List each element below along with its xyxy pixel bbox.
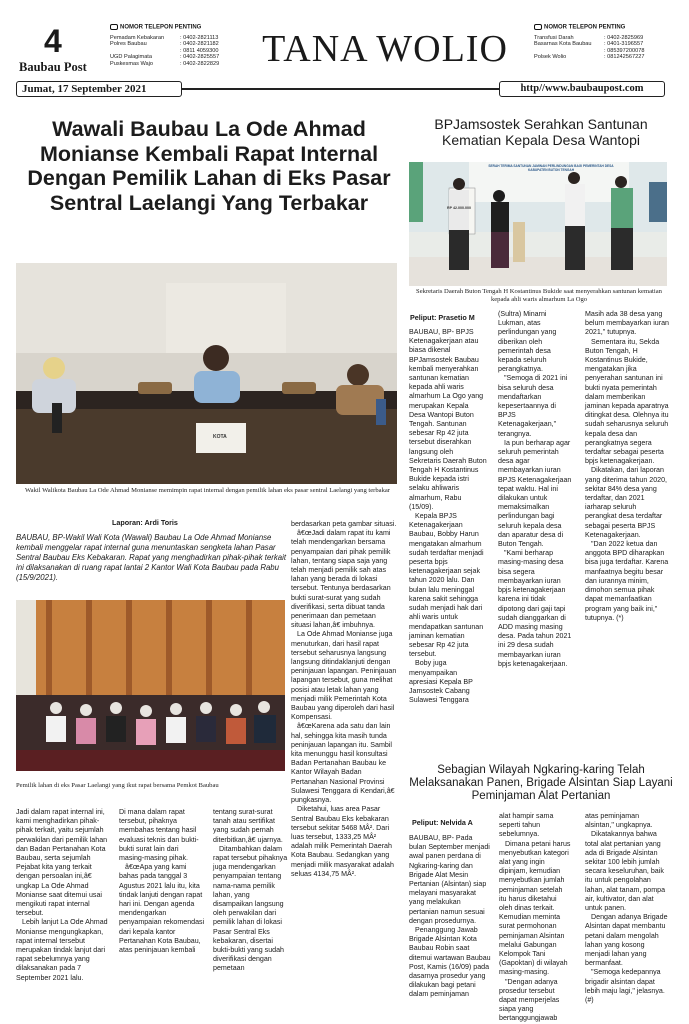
article2-col3 — [585, 310, 669, 623]
website-link[interactable]: http//www.baubaupost.com — [520, 83, 644, 94]
masthead-title: TANA WOLIO — [262, 28, 508, 70]
main-photo-meeting — [16, 263, 397, 484]
article2-col2 — [498, 310, 572, 669]
paragraph: BAUBAU, BP- Pada bulan September menjadi awal panen perdana di Ngkaring-karing dan Brigade Alat Mesin Pertanian (Alsintan) siap melayani masyarakat yang melakukan pertanian namun sesuai dengan prosedurnya. — [409, 834, 490, 925]
paragraph: Dikatakan, dari laporan yang diterima tahun 2020, sekitar 84% desa yang terdaftar, dan 2021 iarharap seluruh perangkat desa terdaftar sebagai peserta BPJS Ketenagakerjaan. — [585, 466, 668, 539]
website-bar[interactable] — [499, 81, 665, 97]
phone-row: Polres Baubau : 0402-2821182 — [110, 41, 219, 48]
phone-row: : 085397200078 — [604, 47, 645, 54]
masthead-rule — [182, 88, 499, 90]
phone-icon — [110, 24, 118, 30]
paragraph: (Sultra) Minarni Lukman, atas perlindungan yang diberikan oleh pemerintah desa kepada seluruh perangkatnya. — [498, 310, 557, 374]
paragraph: Sementara itu, Sekda Buton Tengah, H Kostantinus Bukide, mengatakan jika penyerahan santunan ini bukti nyata pemerintah dalam memberikan jaminan kepada aparatnya ditingkat desa. Olehnya itu sudah seharusnya seluruh kepala desa dan perangkatnya segera terdaftar sebagai peserta bpjs ketenagakerjaan. — [585, 337, 669, 466]
photo2-caption: Pemilik lahan di eks Pasar Laelangi yang ikut rapat bersama Pemkot Baubau — [16, 782, 219, 789]
paragraph: "Semoga di 2021 ini bisa seluruh desa mendaftarkan kepesertaannya di BPJS Ketenagakerjaan," terangnya. — [498, 374, 568, 438]
date-bar — [16, 81, 182, 97]
phone-row: Basarnas Kota Baubau : 0401-3196557 — [534, 41, 644, 48]
paragraph: tentang surat-surat tanah atau sertifikat yang sudah pernah diterbitkan,â€ ujarnya. — [213, 808, 283, 844]
issue-date: Jumat, 17 September 2021 — [22, 83, 147, 95]
photo1-caption: Wakil Walikota Baubau La Ode Ahmad Monianse memimpin rapat internal dengan pemilik lahan eks pasar sentral Laelangi yang terbakar — [24, 487, 390, 494]
paragraph: alat hampir sama seperti tahun sebelumnya. — [499, 812, 554, 839]
phone-row: Puskesmas Wajo : 0402-2822829 — [110, 60, 220, 67]
main-lead: BAUBAU, BP-Wakil Wali Kota (Wawali) Baubau La Ode Ahmad Monianse kembali menggelar rapat internal guna menuntaskan sengketa lahan Pasar Sentral Baubau Eks Kebakaran. Rapat yang menghadirkan pihak-pihak terkait ini dilaksanakan di ruang rapat lantai 2 Kantor Wali Kota Baubau pada Rabu (15/9/2021). — [16, 533, 287, 582]
meeting-photo-illustration — [16, 263, 397, 484]
banner-text: SERAH TERIMA SANTUNAN JAMINAN PERLINDUNGAN BAGI PEMERINTAH DESA KABUPATEN BUTON TENGAH — [488, 164, 614, 172]
cheque-amount: RP 42.000.000 — [447, 206, 471, 210]
right-phone-box — [534, 24, 684, 61]
phone-row: Transfusi Darah : 0402-2825969 — [534, 34, 644, 41]
article3-headline: Sebagian Wilayah Ngkaring-karing Telah Melaksanakan Panen, Brigade Alsintan Siap Layani Peminjaman Alat Pertanian — [409, 764, 673, 802]
right-phone-heading: NOMOR TELEPON PENTING — [534, 24, 684, 31]
paragraph: â€œJadi dalam rapat itu kami telah mendengarkan bersama penyampaian dari pihak pemilik lahan, tentang siapa saja yang telah menjadi pemilik sah atas lahan yang berada di lokasi tersebut. Tentunya berdasarkan bukti surat-surat yang sudah diverifikasi, serta dibuat tanda penerimaan dan pemetaan situasi lahan,â€ imbuhnya. — [291, 529, 391, 630]
paragraph: Penanggung Jawab Brigade Alsintan Kota Baubau Robin saat ditemui wartawan Baubau Post, Kamis (16/09) pada dasarnya prosedur yang dilakukan bagi petani dalam peminjaman — [409, 926, 491, 999]
paragraph: â€œKarena ada satu dan lain hal, sehingga kita masih tunda peninjauan lapangan itu. Sambil kita menunggu hasil konsultasi Badan Pertanahan Baubau ke Kantor Wilayah Badan Pertanahan Nasional Provinsi Sulawesi Tenggara di Kendari,â€ pungkasnya. — [291, 722, 395, 805]
phone-row: : 0811 4059300 — [180, 47, 219, 54]
paragraph: BAUBAU, BP- BPJS Ketenagakerjaan atau biasa dikenal BPJamsostek Baubau kembali menyerahkan santunan kematian kepada ahli waris almarhum La Ogo yang merupakan Kepala Desa Wantopi Buton Tengah. Santunan sebesar Rp 42 juta tersebut diserahkan langsung oleh Sekretaris Daerah Buton Tengah H Kostantinus Bukide kepada istri selaku ahliwaris almarhum, Rabu (15/09). — [409, 328, 487, 511]
paragraph: Kepala BPJS Ketenagakerjaan Baubau, Bobby Harun mengatakan almarhum sudah terdaftar menjadi peserta bpjs ketenagakerjaan sejak tahun 2020 lalu. Dan bulan lalu meninggal karena sakit sehingga sudah menjadi hak dari ahli waris untuk mendapatkan santunan jaminan kematian sebesar Rp 42 juta tersebut. — [409, 512, 484, 659]
main-headline: Wawali Baubau La Ode Ahmad Monianse Kembali Rapat Internal Dengan Pemilik Lahan di Eks Pasar Sentral Laelangi Yang Terbakar — [27, 117, 391, 215]
article2-col1 — [409, 328, 487, 705]
main-col-b — [119, 808, 205, 955]
paragraph: "Dengan adanya prosedur tersebut dapat memperjelas siapa yang bertanggungjawab — [499, 977, 560, 1023]
paragraph: Masih ada 38 desa yang belum membayarkan iuran 2021," tutupnya. — [585, 310, 669, 337]
phone-icon — [534, 24, 542, 30]
paragraph: La Ode Ahmad Monianse juga menuturkan, dari hasil rapat tersebut seharusnya langsung langsung ditindaklanjuti dengan peninjauan lapangan. Peninjauan lapangan tersebut, guna melihat posisi atau letak lahan yang menjadi milik Pemerintah Kota Baubau yang diperoleh dari hasil Kompensasi. — [291, 630, 397, 722]
main-col-c — [213, 808, 289, 974]
photo-landowners — [16, 600, 285, 771]
paragraph: Lebih lanjut La Ode Ahmad Monianse mengungkapkan, rapat internal tersebut merupakan tindak lanjut dari rapat sebelumnya yang dilaksanakan pada 7 September 2021 lalu. — [16, 918, 108, 982]
paragraph: Ia pun berharap agar seluruh pemerintah desa agar membayarkan iuran BPJS Ketenagakerjaan tepat waktu. Hal ini dilakukan untuk memaksimalkan perlindungan bagi seluruh kepala desa dan aparatur desa di Buton Tengah. — [498, 438, 572, 549]
article2-photo — [409, 162, 667, 286]
paragraph: Di mana dalam rapat tersebut, pihaknya membahas tentang hasil evaluasi teknis dan bukti-bukti surat lain dari masing-masing pihak. — [119, 808, 199, 863]
main-reporter: Laporan: Ardi Toris — [112, 518, 178, 527]
phone-row: UGD Palagimata : 0402-2825557 — [110, 54, 220, 61]
left-phone-box — [110, 24, 240, 67]
page-number: 4 — [44, 23, 62, 59]
main-col-a — [16, 808, 111, 983]
handover-photo-illustration — [409, 162, 667, 286]
paragraph: Dikatakannya bahwa total alat pertanian yang ada di Brigade Alsintan sekitar 100 lebih jumlah secara keseluruhan, baik itu untuk pengolahan lahan, alat tanam, pompa air, kultivator, dan alat untuk panen. — [585, 830, 666, 913]
paper-label: Baubau Post — [19, 60, 87, 74]
article3-byline: Peliput: Nelvida A — [412, 818, 473, 827]
photo1-sign: KOTA — [213, 434, 227, 440]
article3-col1 — [409, 834, 491, 1000]
paragraph: Dengan adanya Brigade Alsintan dapat membantu petani dalam mengolah lahan yang kosong menjadi lahan yang bermanfaat. — [585, 913, 668, 968]
article3-col2 — [499, 812, 571, 1024]
article3-col3 — [585, 812, 669, 1005]
paragraph: Diketahui, luas area Pasar Sentral Baubau Eks kebakaran tersebut sekitar 5468 MÂ². Dari luas tersebut, 1333,25 MÂ² adalah milik Pemerintah Daerah Kota Baubau. Sedangkan yang menjadi milik masyarakat adalah seluas 4134,75 MÂ². — [291, 805, 394, 878]
paragraph: "Kami berharap masing-masing desa bisa segera membayarkan iuran bpjs ketenagakerjaan karena ini tidak dipotong dari gaji tapi sudah dianggarkan di ADD masing masing desa. Pada tahun 2021 ini 29 desa sudah membayarkan iuran bpjs ketenagakerjaan. — [498, 549, 572, 668]
paragraph: â€œApa yang kami bahas pada tanggal 3 Agustus 2021 lalu itu, kita tindak lanjuti dengan rapat hari ini. Dengan agenda mendengarkan penyampaian rekomendasi dari kepala kantor Pertanahan Kota Baubau, atas peninjauan kembali — [119, 863, 205, 955]
paragraph: berdasarkan peta gambar situasi. — [291, 520, 397, 528]
paragraph: Jadi dalam rapat internal ini, kami menghadirkan pihak-pihak terkait, yaitu sejumlah perwakilan dari pemilik lahan dan Badan Pertanahan Kota Baubau, serta sejumlah Pejabat kita yang terkait dengan persoalan ini,â€ ungkap La Ode Ahmad Monianse saat ditemui usai mengikuti rapat internal tersebut. — [16, 808, 108, 918]
main-col-right — [291, 520, 397, 879]
paragraph: "Semoga kedepannya brigadir alsintan dapat lebih maju lagi," jelasnya. (#) — [585, 968, 665, 1005]
left-phone-heading: NOMOR TELEPON PENTING — [110, 24, 240, 31]
phone-row: Pemadam Kebakaran : 0402-2821113 — [110, 34, 219, 41]
article2-headline: BPJamsostek Serahkan Santunan Kematian Kepala Desa Wantopi — [434, 116, 648, 148]
phone-row: Polsek Wolio : 081242567227 — [534, 54, 645, 61]
landowners-photo-illustration — [16, 600, 285, 771]
paragraph: Ditambahkan dalam rapat tersebut pihaknya juga mendengarkan penyampaian tentang nama-nama pemilik lahan, yang disampaikan langsung oleh perwakilan dari pemilik lahan di lokasi Pasar Sentral Eks kebakaran, disertai bukti-bukti yang sudah diverifikasi dengan pemetaan — [213, 844, 288, 973]
paragraph: Dimana petani harus menyebutkan kategori alat yang ingin dipinjam, kemudian menyebutkan jumlah peminjaman setelah itu harus diketahui oleh dinas terkait. Kemudian meminta surat permohonan peminjaman Alsintan melalui Gabungan Kelompok Tani (Gapoktan) di wilayah masing-masing. — [499, 839, 571, 977]
article2-photo-caption: Sekretaris Daerah Buton Tengah H Kostantinus Bukide saat menyerahkan santunan kematian kepada ahli waris almarhum La Ogo — [416, 288, 662, 303]
article2-byline: Peliput: Prasetio M — [410, 313, 475, 322]
paragraph: "Dan 2022 ketua dan anggota BPD diharapkan bisa juga terdaftar. Karena manfaatnya begitu besar dan iurannya minim, dimohon semua pihak dapat memanfaatkan program yang baik ini," tutupnya. (*) — [585, 540, 669, 622]
paragraph: atas peminjaman alsintan," ungkapnya. — [585, 812, 653, 830]
paragraph: Boby juga menyampaikan apresiasi Kepala BP Jamsostek Cabang Sulawesi Tenggara — [409, 659, 473, 705]
